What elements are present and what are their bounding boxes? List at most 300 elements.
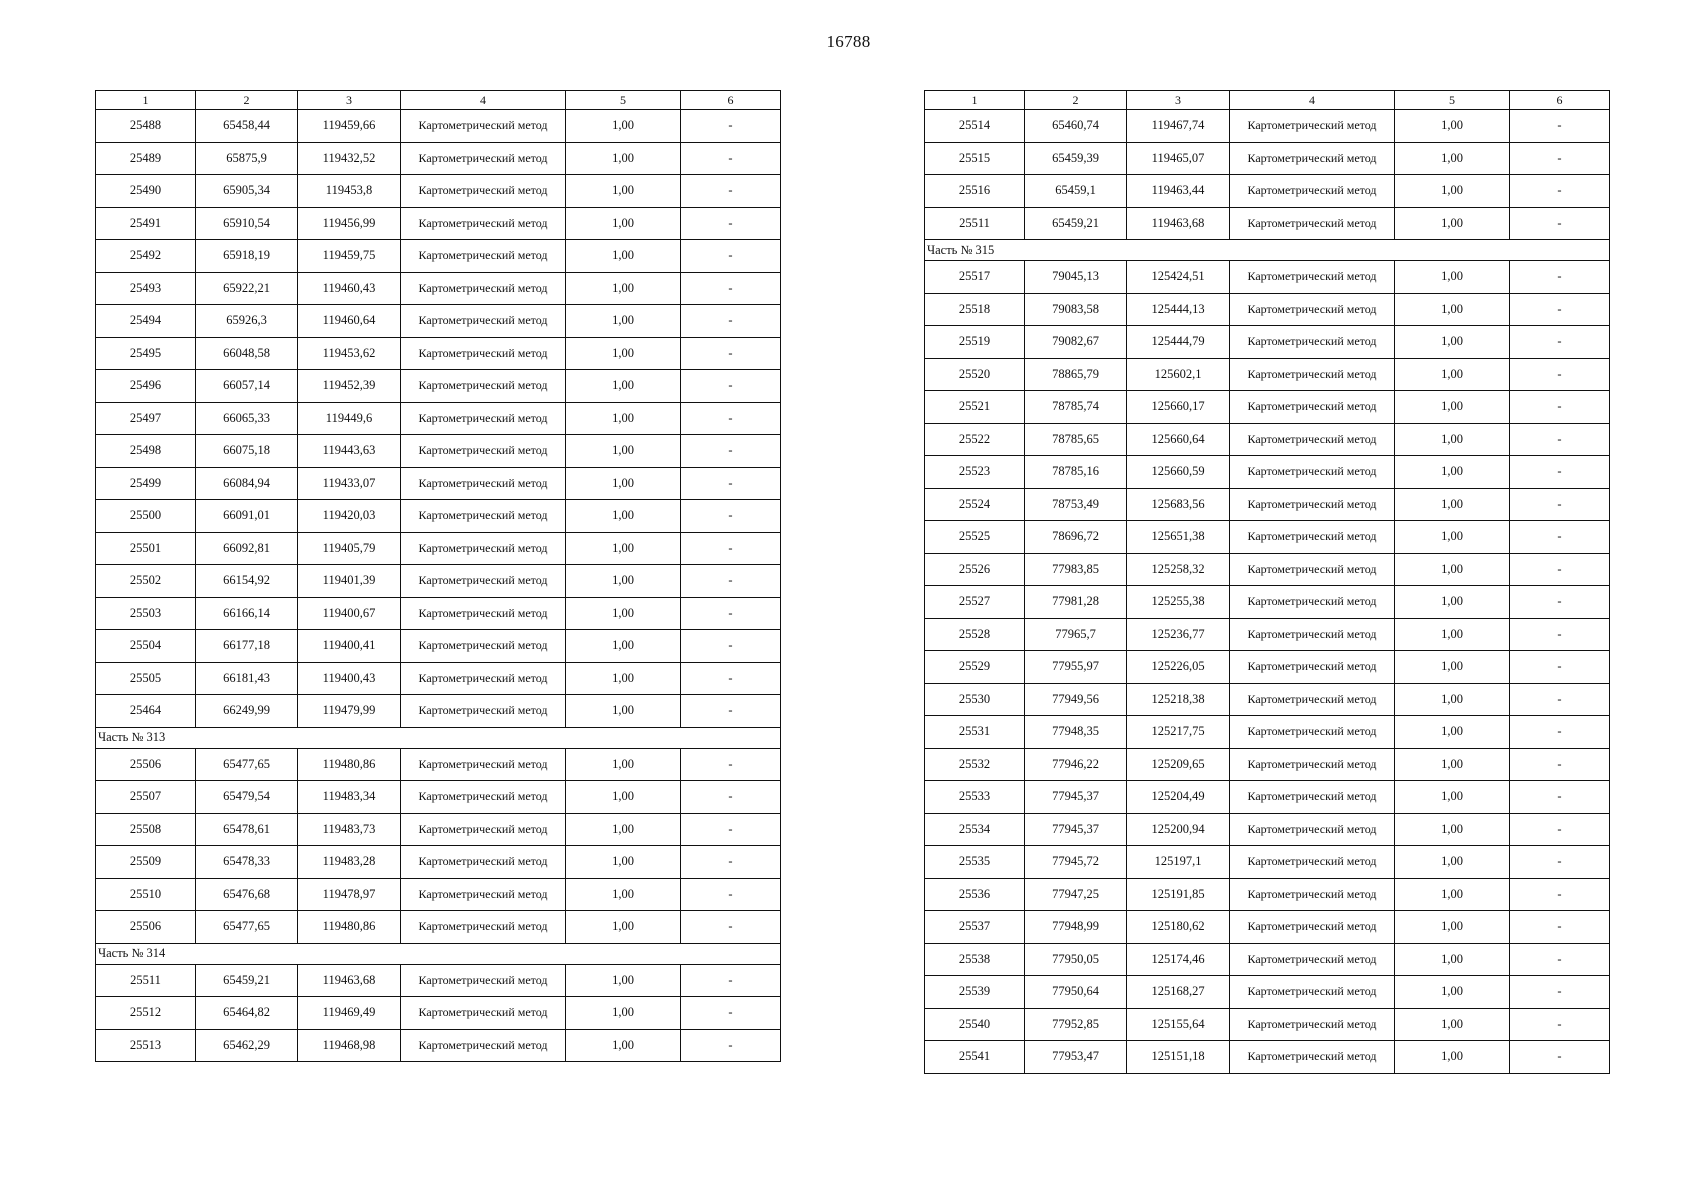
point-number-cell: 25523 (925, 456, 1025, 489)
x-coordinate-cell: 65477,65 (196, 911, 298, 944)
accuracy-cell: 1,00 (1395, 175, 1510, 208)
point-number-cell: 25506 (96, 748, 196, 781)
x-coordinate-cell: 65905,34 (196, 175, 298, 208)
table-row (96, 467, 781, 500)
point-number-cell: 25498 (96, 435, 196, 468)
point-number-cell: 25496 (96, 370, 196, 403)
point-number-cell: 25464 (96, 695, 196, 728)
x-coordinate-cell: 65478,61 (196, 813, 298, 846)
y-coordinate-cell: 119405,79 (298, 532, 401, 565)
point-number-cell: 25491 (96, 207, 196, 240)
description-cell: - (1510, 175, 1610, 208)
y-coordinate-cell: 125258,32 (1127, 553, 1230, 586)
table-row (925, 553, 1610, 586)
table-row (925, 488, 1610, 521)
column-header: 3 (298, 91, 401, 110)
point-number-cell: 25519 (925, 326, 1025, 359)
x-coordinate-cell: 66057,14 (196, 370, 298, 403)
point-number-cell: 25535 (925, 846, 1025, 879)
description-cell: - (1510, 618, 1610, 651)
y-coordinate-cell: 119459,66 (298, 110, 401, 143)
method-cell: Картометрический метод (1230, 651, 1395, 684)
accuracy-cell: 1,00 (1395, 488, 1510, 521)
table-row (96, 305, 781, 338)
table-row (925, 1041, 1610, 1074)
accuracy-cell: 1,00 (566, 110, 681, 143)
description-cell: - (681, 846, 781, 879)
table-row (925, 423, 1610, 456)
method-cell: Картометрический метод (1230, 813, 1395, 846)
table-row (925, 293, 1610, 326)
description-cell: - (1510, 391, 1610, 424)
description-cell: - (681, 435, 781, 468)
x-coordinate-cell: 65464,82 (196, 997, 298, 1030)
description-cell: - (1510, 976, 1610, 1009)
method-cell: Картометрический метод (1230, 423, 1395, 456)
point-number-cell: 25520 (925, 358, 1025, 391)
accuracy-cell: 1,00 (1395, 683, 1510, 716)
point-number-cell: 25539 (925, 976, 1025, 1009)
accuracy-cell: 1,00 (566, 781, 681, 814)
description-cell: - (1510, 781, 1610, 814)
point-number-cell: 25534 (925, 813, 1025, 846)
coordinates-table-left-body (96, 110, 781, 1062)
y-coordinate-cell: 125226,05 (1127, 651, 1230, 684)
method-cell: Картометрический метод (1230, 207, 1395, 240)
description-cell: - (681, 110, 781, 143)
accuracy-cell: 1,00 (1395, 142, 1510, 175)
section-header-row (925, 240, 1610, 261)
x-coordinate-cell: 78696,72 (1025, 521, 1127, 554)
description-cell: - (681, 305, 781, 338)
accuracy-cell: 1,00 (1395, 261, 1510, 294)
point-number-cell: 25537 (925, 911, 1025, 944)
table-row (96, 662, 781, 695)
y-coordinate-cell: 125217,75 (1127, 716, 1230, 749)
point-number-cell: 25511 (96, 964, 196, 997)
table-row (925, 813, 1610, 846)
point-number-cell: 25490 (96, 175, 196, 208)
method-cell: Картометрический метод (401, 964, 566, 997)
method-cell: Картометрический метод (401, 748, 566, 781)
method-cell: Картометрический метод (1230, 358, 1395, 391)
method-cell: Картометрический метод (1230, 976, 1395, 1009)
point-number-cell: 25522 (925, 423, 1025, 456)
x-coordinate-cell: 65478,33 (196, 846, 298, 879)
x-coordinate-cell: 66075,18 (196, 435, 298, 468)
y-coordinate-cell: 119460,43 (298, 272, 401, 305)
table-row (96, 964, 781, 997)
description-cell: - (681, 142, 781, 175)
y-coordinate-cell: 119453,8 (298, 175, 401, 208)
table-row (96, 435, 781, 468)
y-coordinate-cell: 119459,75 (298, 240, 401, 273)
description-cell: - (681, 207, 781, 240)
table-row (96, 110, 781, 143)
table-row (96, 402, 781, 435)
method-cell: Картометрический метод (1230, 110, 1395, 143)
point-number-cell: 25536 (925, 878, 1025, 911)
point-number-cell: 25488 (96, 110, 196, 143)
table-row (925, 142, 1610, 175)
description-cell: - (1510, 1008, 1610, 1041)
accuracy-cell: 1,00 (1395, 293, 1510, 326)
table-row (96, 1029, 781, 1062)
method-cell: Картометрический метод (1230, 293, 1395, 326)
method-cell: Картометрический метод (1230, 683, 1395, 716)
method-cell: Картометрический метод (1230, 586, 1395, 619)
method-cell: Картометрический метод (401, 997, 566, 1030)
method-cell: Картометрический метод (401, 337, 566, 370)
method-cell: Картометрический метод (401, 1029, 566, 1062)
description-cell: - (681, 630, 781, 663)
accuracy-cell: 1,00 (566, 272, 681, 305)
accuracy-cell: 1,00 (1395, 781, 1510, 814)
section-label: Часть № 314 (96, 943, 781, 964)
point-number-cell: 25526 (925, 553, 1025, 586)
table-row (96, 142, 781, 175)
y-coordinate-cell: 119463,44 (1127, 175, 1230, 208)
y-coordinate-cell: 119420,03 (298, 500, 401, 533)
x-coordinate-cell: 65462,29 (196, 1029, 298, 1062)
description-cell: - (1510, 878, 1610, 911)
x-coordinate-cell: 77983,85 (1025, 553, 1127, 586)
x-coordinate-cell: 65479,54 (196, 781, 298, 814)
coordinates-table-right (924, 90, 1610, 1074)
method-cell: Картометрический метод (401, 207, 566, 240)
accuracy-cell: 1,00 (566, 435, 681, 468)
y-coordinate-cell: 125174,46 (1127, 943, 1230, 976)
point-number-cell: 25541 (925, 1041, 1025, 1074)
y-coordinate-cell: 119443,63 (298, 435, 401, 468)
table-row (925, 261, 1610, 294)
point-number-cell: 25513 (96, 1029, 196, 1062)
accuracy-cell: 1,00 (1395, 813, 1510, 846)
point-number-cell: 25518 (925, 293, 1025, 326)
table-row (96, 500, 781, 533)
y-coordinate-cell: 119463,68 (298, 964, 401, 997)
column-header: 3 (1127, 91, 1230, 110)
table-row (925, 391, 1610, 424)
section-header-row (96, 727, 781, 748)
y-coordinate-cell: 125151,18 (1127, 1041, 1230, 1074)
point-number-cell: 25508 (96, 813, 196, 846)
table-row (96, 337, 781, 370)
accuracy-cell: 1,00 (1395, 618, 1510, 651)
table-row (96, 630, 781, 663)
point-number-cell: 25514 (925, 110, 1025, 143)
description-cell: - (681, 813, 781, 846)
point-number-cell: 25510 (96, 878, 196, 911)
point-number-cell: 25529 (925, 651, 1025, 684)
method-cell: Картометрический метод (401, 532, 566, 565)
method-cell: Картометрический метод (1230, 142, 1395, 175)
accuracy-cell: 1,00 (1395, 110, 1510, 143)
x-coordinate-cell: 65459,39 (1025, 142, 1127, 175)
method-cell: Картометрический метод (401, 630, 566, 663)
method-cell: Картометрический метод (401, 175, 566, 208)
point-number-cell: 25528 (925, 618, 1025, 651)
y-coordinate-cell: 119432,52 (298, 142, 401, 175)
method-cell: Картометрический метод (401, 467, 566, 500)
y-coordinate-cell: 119400,41 (298, 630, 401, 663)
point-number-cell: 25507 (96, 781, 196, 814)
x-coordinate-cell: 66065,33 (196, 402, 298, 435)
point-number-cell: 25531 (925, 716, 1025, 749)
description-cell: - (1510, 651, 1610, 684)
x-coordinate-cell: 65910,54 (196, 207, 298, 240)
y-coordinate-cell: 119468,98 (298, 1029, 401, 1062)
table-row (925, 748, 1610, 781)
y-coordinate-cell: 119456,99 (298, 207, 401, 240)
accuracy-cell: 1,00 (566, 240, 681, 273)
table-row (96, 207, 781, 240)
x-coordinate-cell: 77949,56 (1025, 683, 1127, 716)
point-number-cell: 25500 (96, 500, 196, 533)
method-cell: Картометрический метод (1230, 846, 1395, 879)
method-cell: Картометрический метод (1230, 488, 1395, 521)
x-coordinate-cell: 77950,05 (1025, 943, 1127, 976)
accuracy-cell: 1,00 (566, 813, 681, 846)
y-coordinate-cell: 125444,79 (1127, 326, 1230, 359)
y-coordinate-cell: 125602,1 (1127, 358, 1230, 391)
description-cell: - (1510, 911, 1610, 944)
accuracy-cell: 1,00 (1395, 1041, 1510, 1074)
table-row (96, 597, 781, 630)
point-number-cell: 25494 (96, 305, 196, 338)
description-cell: - (1510, 748, 1610, 781)
accuracy-cell: 1,00 (1395, 358, 1510, 391)
table-row (96, 748, 781, 781)
y-coordinate-cell: 119480,86 (298, 911, 401, 944)
accuracy-cell: 1,00 (1395, 878, 1510, 911)
point-number-cell: 25512 (96, 997, 196, 1030)
table-row (925, 943, 1610, 976)
table-row (96, 781, 781, 814)
method-cell: Картометрический метод (401, 662, 566, 695)
accuracy-cell: 1,00 (566, 695, 681, 728)
method-cell: Картометрический метод (1230, 1041, 1395, 1074)
description-cell: - (1510, 586, 1610, 619)
method-cell: Картометрический метод (1230, 618, 1395, 651)
method-cell: Картометрический метод (1230, 943, 1395, 976)
x-coordinate-cell: 65459,21 (196, 964, 298, 997)
y-coordinate-cell: 119452,39 (298, 370, 401, 403)
x-coordinate-cell: 77953,47 (1025, 1041, 1127, 1074)
x-coordinate-cell: 78753,49 (1025, 488, 1127, 521)
section-header-row (96, 943, 781, 964)
x-coordinate-cell: 78785,65 (1025, 423, 1127, 456)
x-coordinate-cell: 65459,21 (1025, 207, 1127, 240)
accuracy-cell: 1,00 (566, 846, 681, 879)
y-coordinate-cell: 125197,1 (1127, 846, 1230, 879)
description-cell: - (1510, 488, 1610, 521)
x-coordinate-cell: 66092,81 (196, 532, 298, 565)
point-number-cell: 25504 (96, 630, 196, 663)
table-row (925, 716, 1610, 749)
accuracy-cell: 1,00 (1395, 521, 1510, 554)
y-coordinate-cell: 125155,64 (1127, 1008, 1230, 1041)
point-number-cell: 25532 (925, 748, 1025, 781)
column-header: 4 (1230, 91, 1395, 110)
description-cell: - (681, 911, 781, 944)
table-row (925, 683, 1610, 716)
accuracy-cell: 1,00 (566, 662, 681, 695)
accuracy-cell: 1,00 (566, 878, 681, 911)
description-cell: - (1510, 293, 1610, 326)
description-cell: - (1510, 326, 1610, 359)
method-cell: Картометрический метод (401, 911, 566, 944)
description-cell: - (681, 997, 781, 1030)
description-cell: - (1510, 683, 1610, 716)
accuracy-cell: 1,00 (566, 337, 681, 370)
accuracy-cell: 1,00 (566, 1029, 681, 1062)
point-number-cell: 25501 (96, 532, 196, 565)
table-row (925, 456, 1610, 489)
y-coordinate-cell: 125444,13 (1127, 293, 1230, 326)
accuracy-cell: 1,00 (566, 207, 681, 240)
x-coordinate-cell: 77946,22 (1025, 748, 1127, 781)
x-coordinate-cell: 66154,92 (196, 565, 298, 598)
accuracy-cell: 1,00 (566, 370, 681, 403)
point-number-cell: 25533 (925, 781, 1025, 814)
table-row (925, 110, 1610, 143)
x-coordinate-cell: 66048,58 (196, 337, 298, 370)
x-coordinate-cell: 79082,67 (1025, 326, 1127, 359)
description-cell: - (681, 500, 781, 533)
accuracy-cell: 1,00 (1395, 423, 1510, 456)
y-coordinate-cell: 119483,28 (298, 846, 401, 879)
accuracy-cell: 1,00 (1395, 1008, 1510, 1041)
point-number-cell: 25521 (925, 391, 1025, 424)
y-coordinate-cell: 125204,49 (1127, 781, 1230, 814)
accuracy-cell: 1,00 (1395, 391, 1510, 424)
accuracy-cell: 1,00 (566, 964, 681, 997)
x-coordinate-cell: 66181,43 (196, 662, 298, 695)
table-row (925, 911, 1610, 944)
y-coordinate-cell: 119400,67 (298, 597, 401, 630)
method-cell: Картометрический метод (1230, 1008, 1395, 1041)
section-label: Часть № 315 (925, 240, 1610, 261)
table-row (96, 272, 781, 305)
point-number-cell: 25493 (96, 272, 196, 305)
point-number-cell: 25492 (96, 240, 196, 273)
description-cell: - (681, 878, 781, 911)
y-coordinate-cell: 119465,07 (1127, 142, 1230, 175)
x-coordinate-cell: 79083,58 (1025, 293, 1127, 326)
description-cell: - (681, 467, 781, 500)
table-row (925, 651, 1610, 684)
y-coordinate-cell: 119467,74 (1127, 110, 1230, 143)
method-cell: Картометрический метод (401, 597, 566, 630)
method-cell: Картометрический метод (1230, 391, 1395, 424)
method-cell: Картометрический метод (401, 878, 566, 911)
y-coordinate-cell: 125660,59 (1127, 456, 1230, 489)
point-number-cell: 25524 (925, 488, 1025, 521)
x-coordinate-cell: 77952,85 (1025, 1008, 1127, 1041)
x-coordinate-cell: 77955,97 (1025, 651, 1127, 684)
y-coordinate-cell: 119460,64 (298, 305, 401, 338)
description-cell: - (1510, 846, 1610, 879)
description-cell: - (681, 964, 781, 997)
y-coordinate-cell: 125218,38 (1127, 683, 1230, 716)
accuracy-cell: 1,00 (566, 630, 681, 663)
x-coordinate-cell: 66249,99 (196, 695, 298, 728)
method-cell: Картометрический метод (401, 240, 566, 273)
method-cell: Картометрический метод (401, 565, 566, 598)
x-coordinate-cell: 78785,74 (1025, 391, 1127, 424)
description-cell: - (1510, 358, 1610, 391)
y-coordinate-cell: 119478,97 (298, 878, 401, 911)
y-coordinate-cell: 119433,07 (298, 467, 401, 500)
accuracy-cell: 1,00 (1395, 748, 1510, 781)
column-header: 5 (566, 91, 681, 110)
table-row (96, 997, 781, 1030)
x-coordinate-cell: 65459,1 (1025, 175, 1127, 208)
table-row (925, 521, 1610, 554)
description-cell: - (1510, 943, 1610, 976)
table-row (925, 358, 1610, 391)
y-coordinate-cell: 125191,85 (1127, 878, 1230, 911)
accuracy-cell: 1,00 (566, 911, 681, 944)
method-cell: Картометрический метод (1230, 748, 1395, 781)
x-coordinate-cell: 65458,44 (196, 110, 298, 143)
table-row (96, 565, 781, 598)
table-row (925, 175, 1610, 208)
accuracy-cell: 1,00 (1395, 456, 1510, 489)
description-cell: - (681, 532, 781, 565)
x-coordinate-cell: 66091,01 (196, 500, 298, 533)
description-cell: - (681, 662, 781, 695)
x-coordinate-cell: 65460,74 (1025, 110, 1127, 143)
table-row (96, 370, 781, 403)
table-header-row (96, 91, 781, 110)
page-number: 16788 (826, 32, 871, 51)
column-header: 6 (1510, 91, 1610, 110)
y-coordinate-cell: 119401,39 (298, 565, 401, 598)
accuracy-cell: 1,00 (566, 532, 681, 565)
y-coordinate-cell: 125424,51 (1127, 261, 1230, 294)
y-coordinate-cell: 119480,86 (298, 748, 401, 781)
column-header: 2 (1025, 91, 1127, 110)
y-coordinate-cell: 125209,65 (1127, 748, 1230, 781)
description-cell: - (681, 748, 781, 781)
x-coordinate-cell: 77981,28 (1025, 586, 1127, 619)
table-row (925, 846, 1610, 879)
table-row (925, 618, 1610, 651)
section-label: Часть № 313 (96, 727, 781, 748)
accuracy-cell: 1,00 (1395, 207, 1510, 240)
method-cell: Картометрический метод (401, 402, 566, 435)
accuracy-cell: 1,00 (1395, 553, 1510, 586)
table-row (96, 695, 781, 728)
accuracy-cell: 1,00 (566, 467, 681, 500)
description-cell: - (1510, 423, 1610, 456)
accuracy-cell: 1,00 (566, 597, 681, 630)
accuracy-cell: 1,00 (1395, 651, 1510, 684)
point-number-cell: 25505 (96, 662, 196, 695)
y-coordinate-cell: 125180,62 (1127, 911, 1230, 944)
y-coordinate-cell: 125651,38 (1127, 521, 1230, 554)
accuracy-cell: 1,00 (1395, 716, 1510, 749)
y-coordinate-cell: 119449,6 (298, 402, 401, 435)
y-coordinate-cell: 119483,73 (298, 813, 401, 846)
method-cell: Картометрический метод (1230, 521, 1395, 554)
y-coordinate-cell: 125236,77 (1127, 618, 1230, 651)
y-coordinate-cell: 119453,62 (298, 337, 401, 370)
description-cell: - (681, 240, 781, 273)
method-cell: Картометрический метод (401, 435, 566, 468)
